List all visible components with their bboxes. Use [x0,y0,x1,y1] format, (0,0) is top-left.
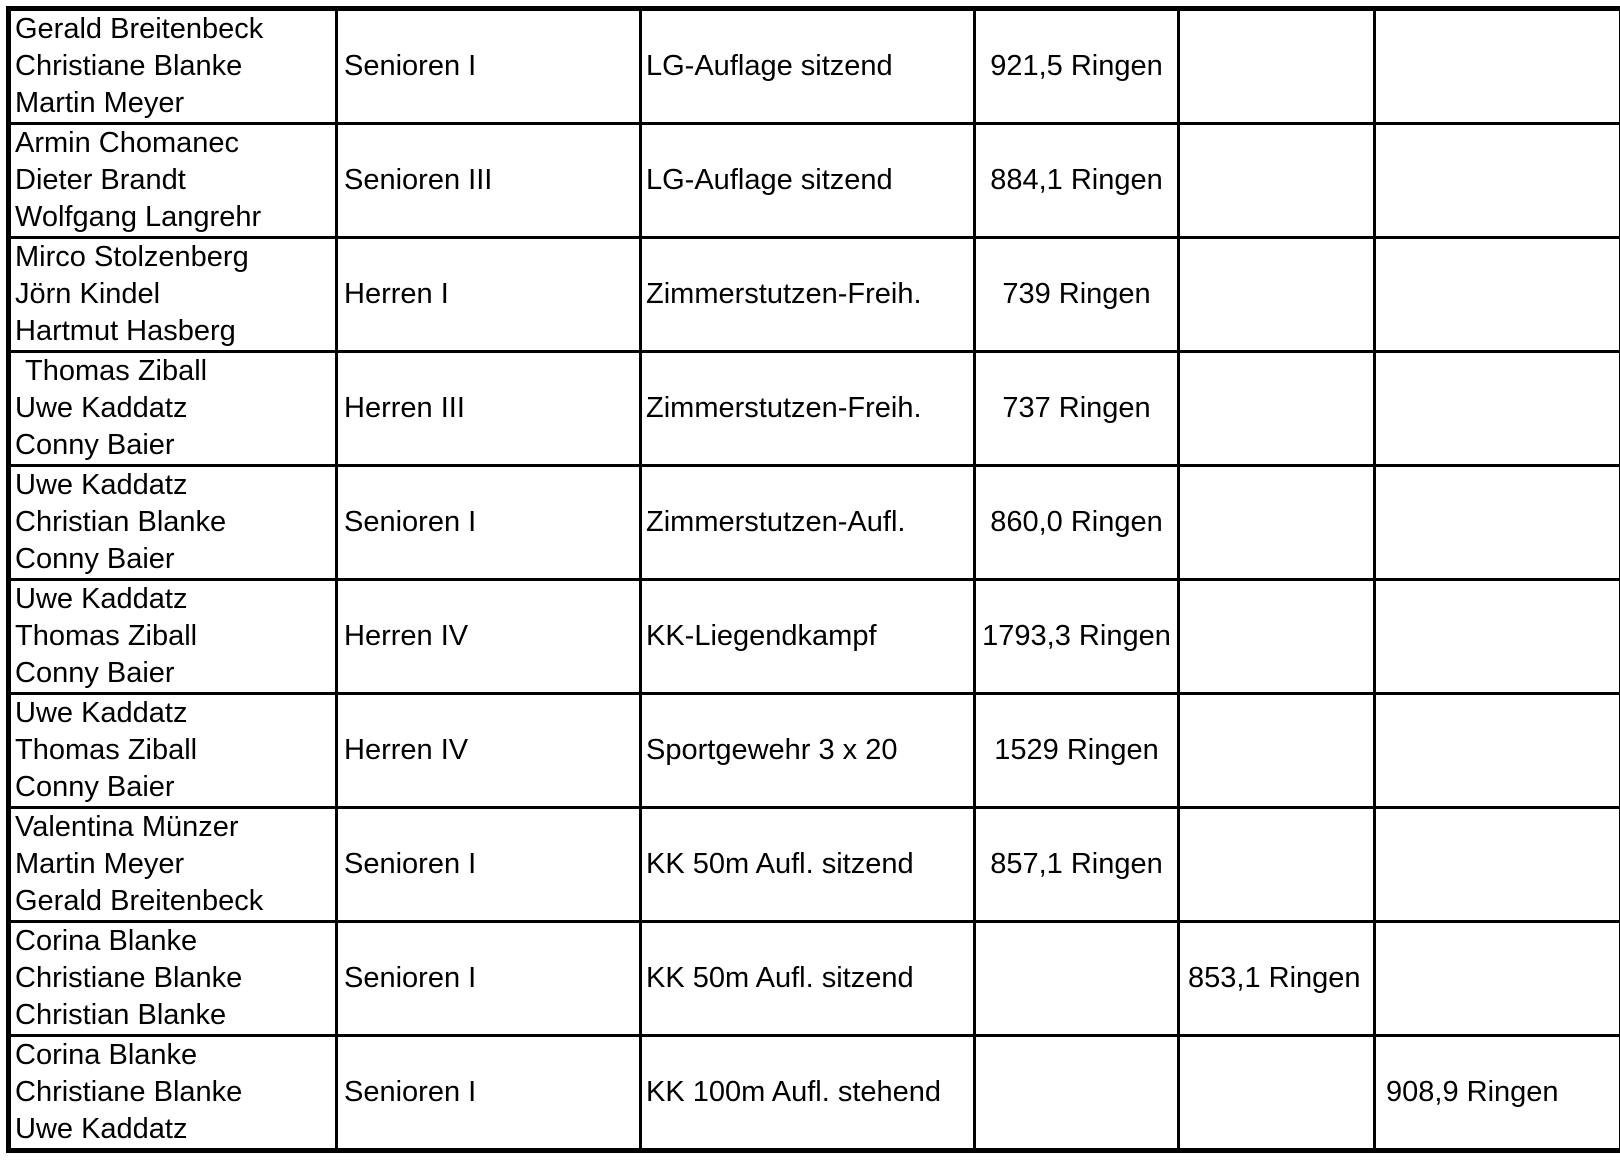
table-row [9,238,1620,352]
team-member-name: Hartmut Hasberg [15,315,236,347]
result-cell: 1529 Ringen [975,694,1179,808]
table-row [9,124,1620,238]
age-class-cell: Herren IV [337,580,641,694]
table-row [9,352,1620,466]
team-member-name: Christian Blanke [15,999,227,1031]
result-cell [1179,694,1375,808]
team-member-name: Christiane Blanke [15,1076,243,1108]
team-member-name: Uwe Kaddatz [15,392,188,424]
result-cell [1179,580,1375,694]
team-member-name: Christiane Blanke [15,50,243,82]
result-cell [1179,466,1375,580]
result-cell: 921,5 Ringen [975,9,1179,124]
discipline-cell: Zimmerstutzen-Freih. [641,238,975,352]
team-members-cell [9,1036,337,1151]
team-member-name: Martin Meyer [15,87,185,119]
discipline-cell: Sportgewehr 3 x 20 [641,694,975,808]
result-cell: 737 Ringen [975,352,1179,466]
age-class-cell: Senioren I [337,1036,641,1151]
team-member-name: Uwe Kaddatz [15,583,188,615]
result-cell [975,1036,1179,1151]
result-cell [1179,9,1375,124]
discipline-cell: KK 100m Aufl. stehend [641,1036,975,1151]
team-members-cell [9,238,337,352]
team-member-name: Conny Baier [15,771,175,803]
team-member-name: Uwe Kaddatz [15,469,188,501]
team-members-cell [9,922,337,1036]
age-class-cell: Senioren III [337,124,641,238]
result-cell [1179,808,1375,922]
result-cell: 857,1 Ringen [975,808,1179,922]
result-cell: 1793,3 Ringen [975,580,1179,694]
result-cell [1375,238,1620,352]
discipline-cell: LG-Auflage sitzend [641,9,975,124]
table-row [9,466,1620,580]
team-member-name: Wolfgang Langrehr [15,201,262,233]
table-body [9,9,1620,1151]
result-cell [1375,694,1620,808]
discipline-cell: Zimmerstutzen-Freih. [641,352,975,466]
team-member-name: Uwe Kaddatz [15,697,188,729]
result-cell: 739 Ringen [975,238,1179,352]
team-member-name: Christian Blanke [15,506,227,538]
age-class-cell: Senioren I [337,922,641,1036]
team-members-cell [9,466,337,580]
result-cell [1179,1036,1375,1151]
team-member-name: Mirco Stolzenberg [15,241,249,273]
team-member-name: Gerald Breitenbeck [15,885,264,917]
result-cell [1179,124,1375,238]
team-member-name: Valentina Münzer [15,811,239,843]
table-row [9,694,1620,808]
result-cell [1375,580,1620,694]
result-cell [1375,9,1620,124]
result-cell [1375,352,1620,466]
result-cell [1179,238,1375,352]
team-members-cell [9,694,337,808]
age-class-cell: Herren IV [337,694,641,808]
team-member-name: Thomas Ziball [15,734,198,766]
team-member-name: Martin Meyer [15,848,185,880]
age-class-cell: Herren I [337,238,641,352]
result-cell [1179,352,1375,466]
result-cell: 884,1 Ringen [975,124,1179,238]
team-member-name: Dieter Brandt [15,164,186,196]
result-cell: 860,0 Ringen [975,466,1179,580]
result-cell [1375,922,1620,1036]
team-members-cell [9,580,337,694]
team-members-cell [9,352,337,466]
table-row [9,1036,1620,1151]
team-member-name: Thomas Ziball [25,355,208,387]
team-members-cell [9,808,337,922]
team-member-name: Armin Chomanec [15,127,240,159]
team-members-cell [9,124,337,238]
team-member-name: Jörn Kindel [15,278,161,310]
age-class-cell: Senioren I [337,466,641,580]
discipline-cell: Zimmerstutzen-Aufl. [641,466,975,580]
team-member-name: Conny Baier [15,657,175,689]
table-row [9,922,1620,1036]
team-members-cell [9,9,337,124]
discipline-cell: KK-Liegendkampf [641,580,975,694]
discipline-cell: LG-Auflage sitzend [641,124,975,238]
team-member-name: Conny Baier [15,543,175,575]
team-member-name: Thomas Ziball [15,620,198,652]
team-member-name: Corina Blanke [15,1039,198,1071]
table-row [9,580,1620,694]
table-row [9,808,1620,922]
age-class-cell: Herren III [337,352,641,466]
discipline-cell: KK 50m Aufl. sitzend [641,922,975,1036]
result-cell [975,922,1179,1036]
team-member-name: Gerald Breitenbeck [15,13,264,45]
result-cell: 908,9 Ringen [1375,1036,1620,1151]
discipline-cell: KK 50m Aufl. sitzend [641,808,975,922]
result-cell [1375,808,1620,922]
age-class-cell: Senioren I [337,808,641,922]
result-cell: 853,1 Ringen [1179,922,1375,1036]
team-member-name: Conny Baier [15,429,175,461]
results-table [6,6,1620,1153]
team-member-name: Corina Blanke [15,925,198,957]
team-member-name: Uwe Kaddatz [15,1113,188,1145]
result-cell [1375,466,1620,580]
age-class-cell: Senioren I [337,9,641,124]
team-member-name: Christiane Blanke [15,962,243,994]
table-row [9,9,1620,124]
result-cell [1375,124,1620,238]
